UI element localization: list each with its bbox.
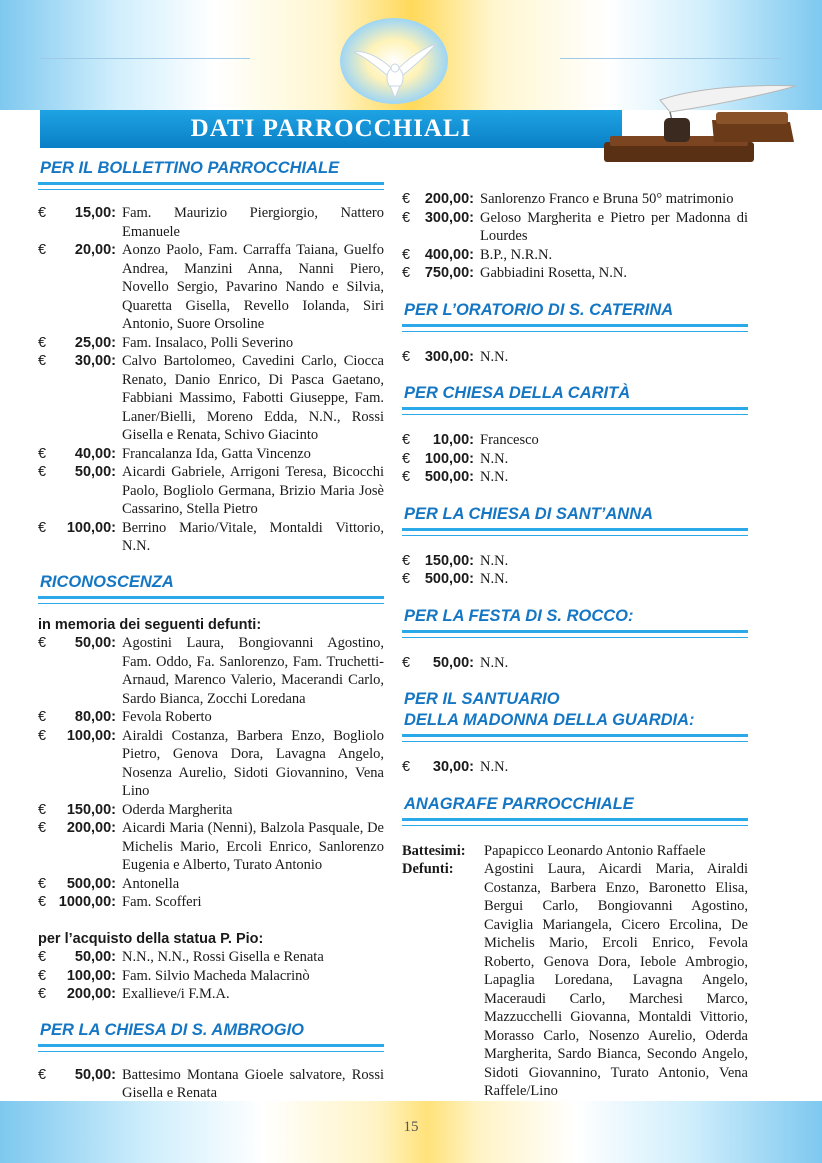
amount: 50,00: — [74, 635, 116, 651]
donors: Francesco — [480, 432, 539, 448]
memoria-list — [38, 634, 384, 912]
heading-bollettino: PER IL BOLLETTINO PARROCCHIALE — [38, 158, 384, 185]
donors: Aonzo Paolo, Fam. Carraffa Taiana, Guelfo Andrea, Manzini Anna, Nanni Piero, Novello Sergio, Pavarino Nando e Silvia, Quaretta Gisella, Revello Iolanda, Siri Antonio, Suore Orsoline — [122, 242, 384, 332]
list-item — [38, 985, 384, 1004]
amount: 15,00: — [74, 205, 116, 221]
amount: 300,00: — [424, 209, 474, 226]
list-item — [38, 708, 384, 727]
list-item — [402, 570, 748, 589]
donors: N.N. — [480, 348, 509, 365]
amount: 200,00: — [66, 986, 116, 1002]
list-item — [38, 352, 384, 445]
euro-sign: € — [38, 727, 47, 744]
list-item — [402, 552, 748, 571]
euro-sign: € — [38, 967, 47, 984]
euro-sign: € — [402, 432, 411, 448]
carita-list — [402, 431, 748, 487]
heading-rocco: PER LA FESTA DI S. ROCCO: — [402, 606, 748, 633]
euro-sign: € — [402, 469, 411, 485]
euro-sign: € — [402, 265, 411, 281]
list-item — [38, 893, 384, 912]
amount: 400,00: — [424, 246, 474, 263]
donors: Antonella — [122, 875, 180, 892]
euro-sign: € — [38, 242, 47, 258]
list-item — [38, 634, 384, 708]
inkwell-quill-icon — [600, 82, 798, 172]
donors: N.N. — [480, 759, 509, 775]
battesimi-text: Papapicco Leonardo Antonio Raffaele — [484, 842, 706, 859]
dove-icon — [352, 28, 438, 100]
donors: Geloso Margherita e Pietro per Madonna di Lourdes — [480, 209, 748, 244]
subheading-statua: per l’acquisto della statua P. Pio: — [38, 930, 264, 947]
donors: Calvo Bartolomeo, Cavedini Carlo, Ciocca Renato, Danio Enrico, Di Pasca Gaetano, Fabbiani Massimo, Fabotti Giuseppe, Fam. Laner/Bielli, Moreno Edda, N.N., Rossi Gisella e Renata, Schivo Giacinto — [122, 353, 384, 443]
header-rule-right — [560, 58, 780, 59]
amount: 500,00: — [424, 571, 474, 587]
donors: Berrino Mario/Vitale, Montaldi Vittorio, N.N. — [122, 519, 384, 554]
amount: 150,00: — [66, 801, 116, 818]
euro-sign: € — [402, 571, 411, 587]
header-rule-left — [40, 58, 250, 59]
list-item — [402, 654, 748, 673]
donors: N.N. — [480, 552, 509, 569]
list-item — [38, 445, 384, 464]
amount: 100,00: — [66, 967, 116, 984]
amount: 80,00: — [74, 709, 116, 725]
amount: 500,00: — [66, 875, 116, 892]
donors: N.N., N.N., Rossi Gisella e Renata — [122, 949, 324, 965]
list-item — [38, 241, 384, 334]
donors: Exallieve/i F.M.A. — [122, 986, 230, 1002]
donors: Aicardi Gabriele, Arrigoni Teresa, Bicocchi Paolo, Bogliolo Germana, Brizio Maria Josè Cassarino, Stella Pietro — [122, 464, 384, 517]
left-column — [38, 158, 384, 1140]
euro-sign: € — [38, 445, 47, 462]
list-item — [38, 801, 384, 820]
amount: 100,00: — [66, 727, 116, 744]
list-item — [402, 431, 748, 450]
list-item — [38, 1066, 384, 1103]
amount: 50,00: — [432, 654, 474, 671]
amount: 50,00: — [74, 464, 116, 480]
euro-sign: € — [38, 949, 47, 965]
donors: Fam. Insalaco, Polli Severino — [122, 334, 294, 351]
euro-sign: € — [402, 348, 411, 365]
list-item — [38, 875, 384, 894]
donors: Sanlorenzo Franco e Bruna 50° matrimonio — [480, 191, 734, 207]
amount: 1000,00: — [58, 894, 116, 910]
defunti-label: Defunti: — [402, 861, 454, 877]
euro-sign: € — [402, 759, 411, 775]
donors: Airaldi Costanza, Barbera Enzo, Bogliolo Pietro, Genova Dora, Lavagna Angelo, Nosenza Aurelio, Sidoti Giovannino, Vena Lino — [122, 727, 384, 799]
donors: Fam. Maurizio Piergiorgio, Nattero Emanuele — [122, 205, 384, 240]
euro-sign: € — [402, 450, 411, 467]
amount: 50,00: — [74, 949, 116, 965]
list-item — [402, 190, 748, 209]
list-item — [38, 967, 384, 986]
subheading-memoria: in memoria dei seguenti defunti: — [38, 616, 262, 633]
euro-sign: € — [38, 464, 47, 480]
euro-sign: € — [402, 552, 411, 569]
list-item — [402, 468, 748, 487]
page-title: DATI PARROCCHIALI — [190, 115, 472, 142]
list-item — [38, 727, 384, 801]
euro-sign: € — [38, 875, 47, 892]
list-item — [38, 204, 384, 241]
bollettino-list — [38, 204, 384, 556]
battesimi-label: Battesimi: — [402, 842, 466, 859]
page-number: 15 — [403, 1119, 419, 1135]
heading-riconoscenza: RICONOSCENZA — [38, 572, 384, 599]
santanna-list — [402, 552, 748, 589]
heading-santuario — [402, 689, 748, 737]
statua-list — [38, 948, 384, 1004]
euro-sign: € — [38, 820, 47, 836]
euro-sign: € — [38, 1066, 47, 1083]
donors: N.N. — [480, 450, 509, 467]
defunti-text: Agostini Laura, Aicardi Maria, Airaldi Costanza, Barbera Enzo, Baronetto Elisa, Bergui Carlo, Bongiovanni Agostino, Caviglia Mariangela, Cicero Ercolina, De Michelis Mario, Ercoli Enrico, Fevola Roberto, Genova Dora, Iebole Ambrogio, Lapaglia Loredana, Lavagna Angelo, Maceraudi Carlo, Marchesi Marco, Mazzucchelli Giovanna, Montaldi Vittorio, Morasso Carlo, Nosenzo Aurelio, Oderda Margherita, Sardo Bianca, Secondo Angelo, Sidoti Giovannino, Turato Antonio, Vena Raffele/Lino — [484, 861, 748, 1099]
euro-sign: € — [402, 246, 411, 263]
heading-ambrogio: PER LA CHIESA DI S. AMBROGIO — [38, 1020, 384, 1047]
list-item — [402, 246, 748, 265]
euro-sign: € — [38, 986, 47, 1002]
amount: 40,00: — [74, 445, 116, 462]
right-column — [402, 190, 748, 1101]
list-item — [38, 819, 384, 875]
euro-sign: € — [402, 209, 411, 226]
continued-list — [402, 190, 748, 283]
amount: 100,00: — [66, 519, 116, 536]
amount: 500,00: — [424, 469, 474, 485]
donors: Fam. Scofferi — [122, 894, 202, 910]
amount: 30,00: — [74, 353, 116, 369]
heading-oratorio: PER L’ORATORIO DI S. CATERINA — [402, 300, 748, 327]
list-item — [38, 519, 384, 556]
euro-sign: € — [38, 334, 47, 351]
amount: 10,00: — [432, 432, 474, 448]
amount: 50,00: — [74, 1066, 116, 1083]
donors: N.N. — [480, 654, 509, 671]
list-item — [402, 758, 748, 777]
heading-anagrafe: ANAGRAFE PARROCCHIALE — [402, 794, 748, 821]
amount: 300,00: — [424, 348, 474, 365]
heading-santuario-line2: DELLA MADONNA DELLA GUARDIA: — [404, 711, 695, 729]
amount: 25,00: — [74, 334, 116, 351]
anagrafe-defunti — [402, 860, 748, 1101]
euro-sign: € — [402, 191, 411, 207]
amount: 20,00: — [74, 242, 116, 258]
list-item — [402, 450, 748, 469]
donors: Francalanza Ida, Gatta Vincenzo — [122, 445, 311, 462]
euro-sign: € — [38, 353, 47, 369]
donors: Fevola Roberto — [122, 709, 212, 725]
donors: N.N. — [480, 469, 509, 485]
amount: 100,00: — [424, 450, 474, 467]
list-item — [38, 948, 384, 967]
euro-sign: € — [38, 635, 47, 651]
euro-sign: € — [38, 205, 47, 221]
heading-santanna: PER LA CHIESA DI SANT’ANNA — [402, 504, 748, 531]
donors: Aicardi Maria (Nenni), Balzola Pasquale, De Michelis Mario, Ercoli Enrico, Sanlorenzo Eugenia e Alberto, Turato Antonio — [122, 820, 384, 873]
heading-carita: PER CHIESA DELLA CARITÀ — [402, 383, 748, 410]
amount: 750,00: — [424, 265, 474, 281]
list-item — [402, 264, 748, 283]
amount: 30,00: — [432, 759, 474, 775]
amount: 200,00: — [424, 191, 474, 207]
amount: 150,00: — [424, 552, 474, 569]
donors: N.N. — [480, 571, 509, 587]
list-item — [38, 334, 384, 353]
donors: Agostini Laura, Bongiovanni Agostino, Fam. Oddo, Fa. Sanlorenzo, Fam. Truchetti-Arnaud, Marenco Valerio, Macerandi Carlo, Sardo Bianca, Zocchi Loredana — [122, 635, 384, 707]
euro-sign: € — [38, 894, 47, 910]
heading-santuario-line1: PER IL SANTUARIO — [404, 690, 560, 708]
donors: Oderda Margherita — [122, 801, 233, 818]
euro-sign: € — [38, 519, 47, 536]
euro-sign: € — [38, 801, 47, 818]
euro-sign: € — [38, 709, 47, 725]
amount: 200,00: — [66, 820, 116, 836]
list-item — [402, 348, 748, 367]
donors: Battesimo Montana Gioele salvatore, Rossi Gisella e Renata — [122, 1066, 384, 1101]
list-item — [402, 209, 748, 246]
euro-sign: € — [402, 654, 411, 671]
list-item — [38, 463, 384, 519]
anagrafe-battesimi — [402, 842, 748, 861]
donors: Gabbiadini Rosetta, N.N. — [480, 265, 627, 281]
donors: B.P., N.R.N. — [480, 246, 553, 263]
donors: Fam. Silvio Macheda Malacrinò — [122, 967, 310, 984]
